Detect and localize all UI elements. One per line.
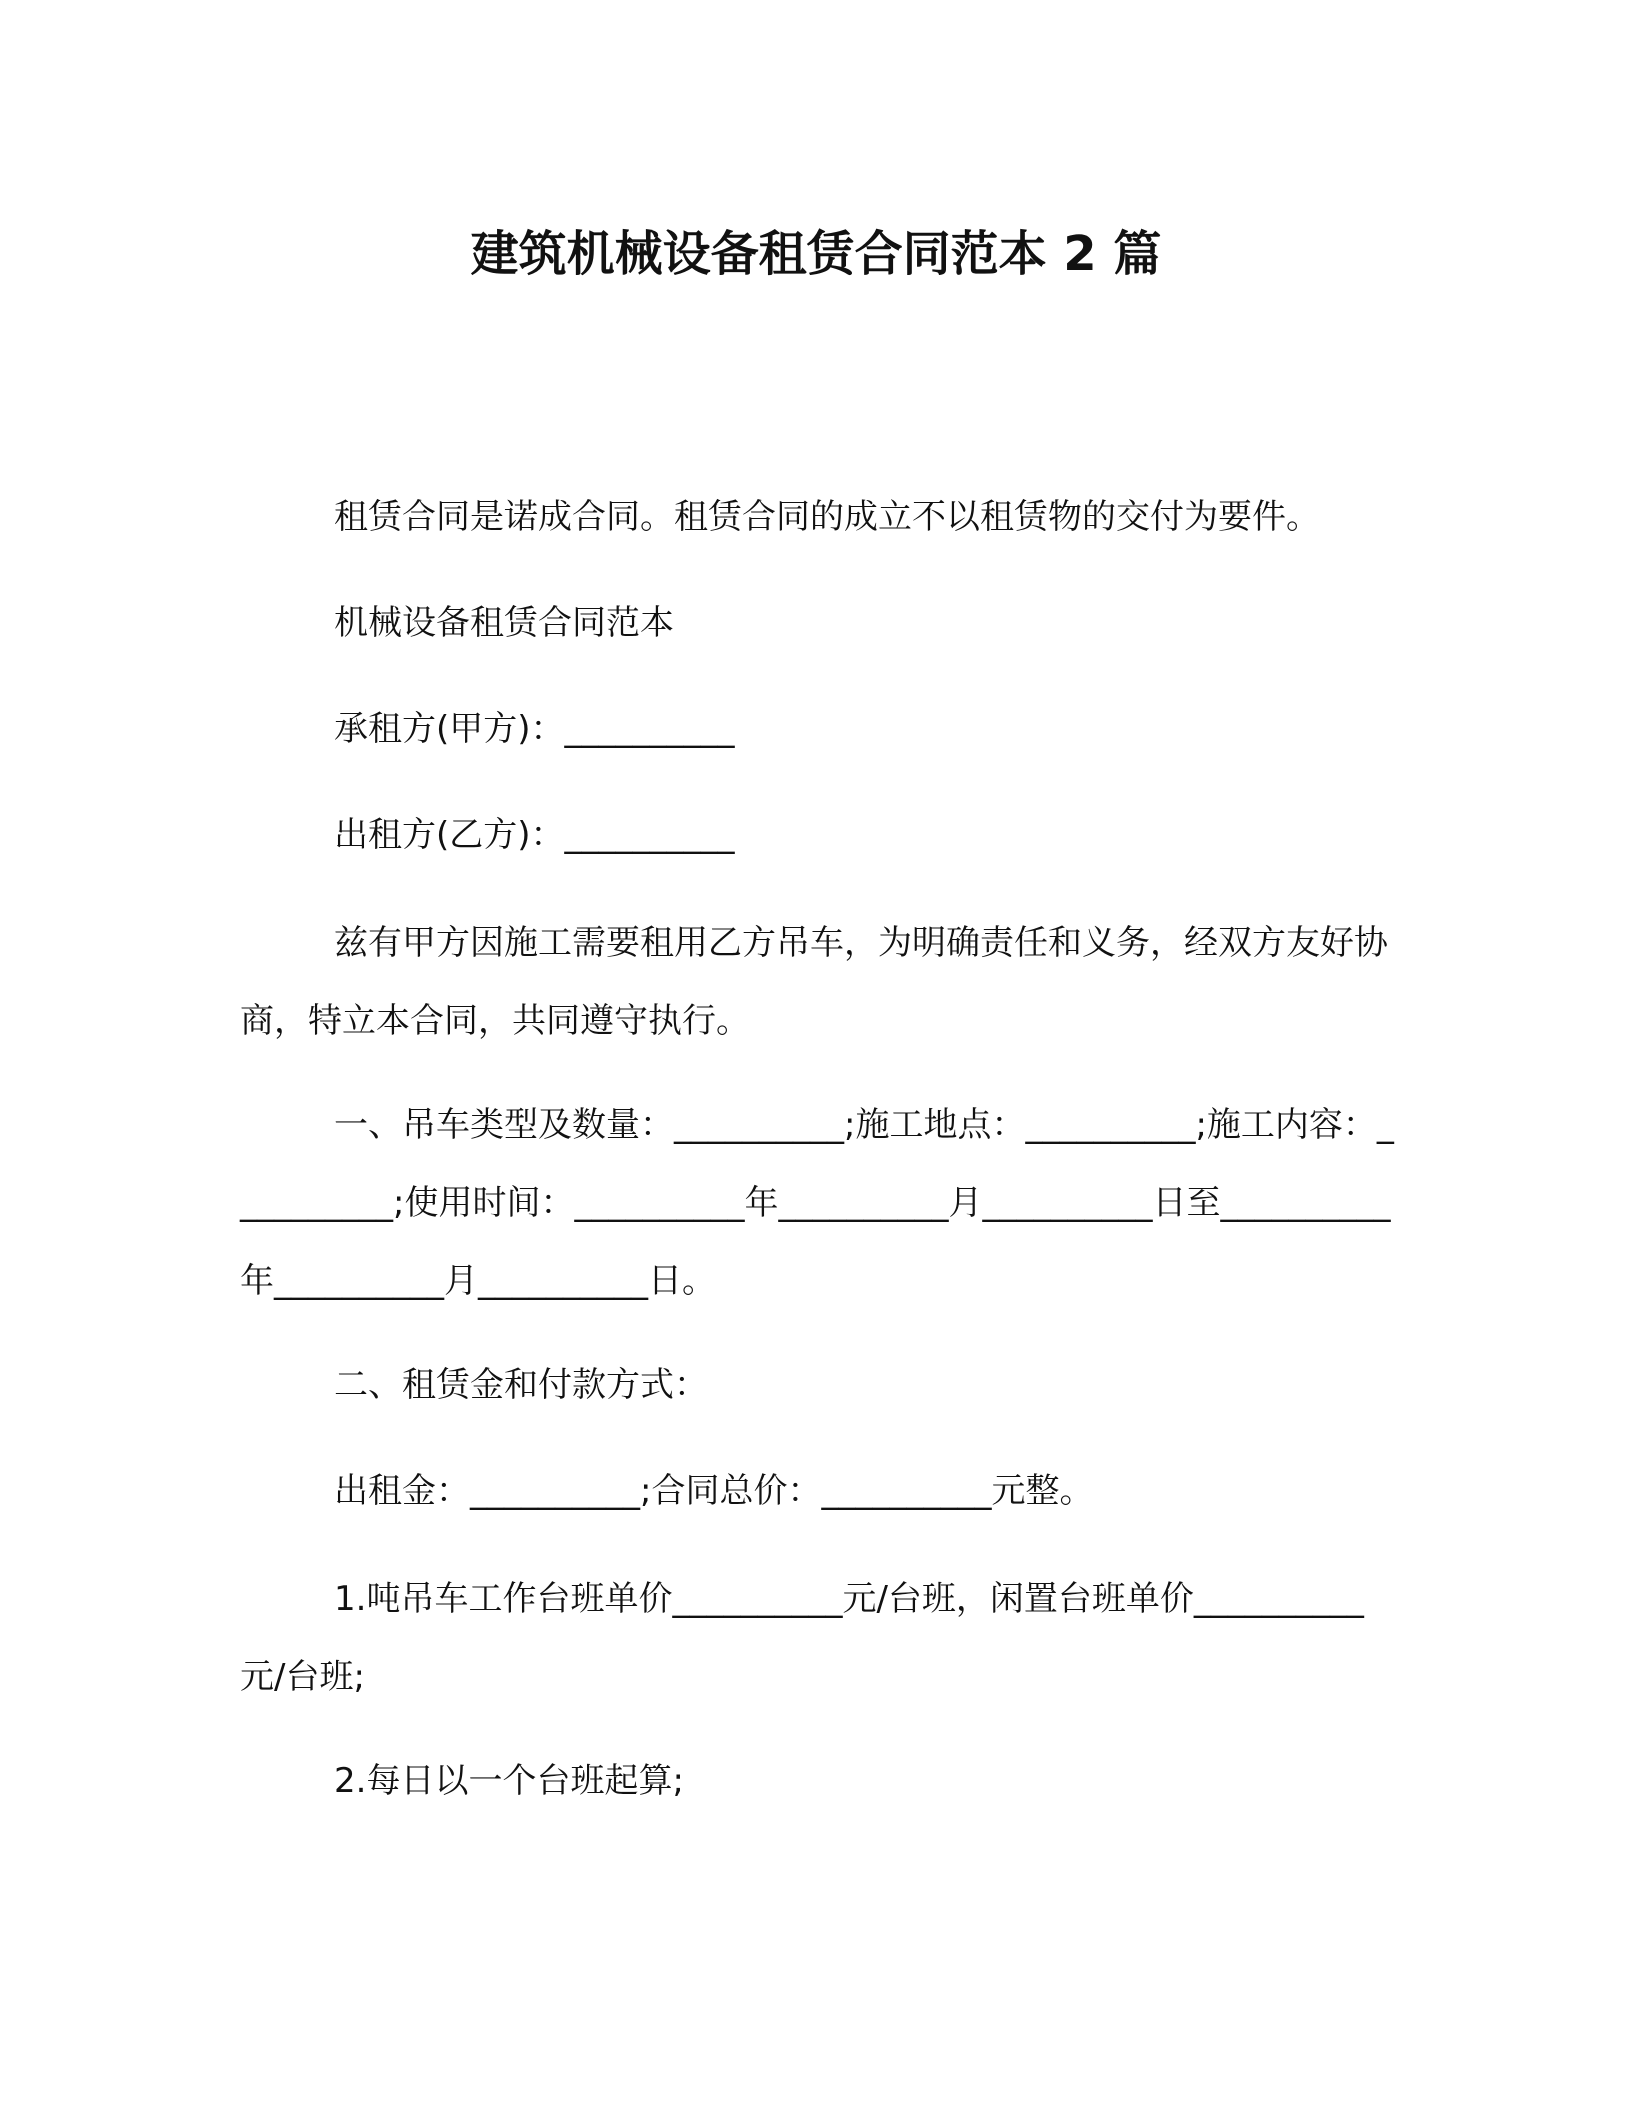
- paragraph-clause-1: 一、吊车类型及数量：__________;施工地点：__________;施工内容：__________;使用时间：__________年__________月__________日至__________年__________月__________日。: [240, 1105, 1394, 1301]
- paragraph-clause-2-heading: 二、租赁金和付款方式：: [334, 1365, 708, 1405]
- paragraph-unit-price: 1.吨吊车工作台班单价__________元/台班，闲置台班单价__________元/台班;: [240, 1579, 1364, 1697]
- paragraph-daily-shift: 2.每日以一个台班起算;: [334, 1761, 684, 1801]
- paragraph-lessee: 承租方(甲方)：__________: [334, 709, 735, 749]
- paragraph-rent: 出租金：__________;合同总价：__________元整。: [334, 1471, 1094, 1511]
- paragraph-preamble: 兹有甲方因施工需要租用乙方吊车，为明确责任和义务，经双方友好协商，特立本合同，共同遵守执行。: [240, 923, 1388, 1041]
- paragraph-intro: 租赁合同是诺成合同。租赁合同的成立不以租赁物的交付为要件。: [334, 497, 1320, 537]
- paragraph-lessor: 出租方(乙方)：__________: [334, 815, 735, 855]
- paragraph-subtitle: 机械设备租赁合同范本: [334, 603, 674, 643]
- document-title: 建筑机械设备租赁合同范本 2 篇: [470, 226, 1162, 282]
